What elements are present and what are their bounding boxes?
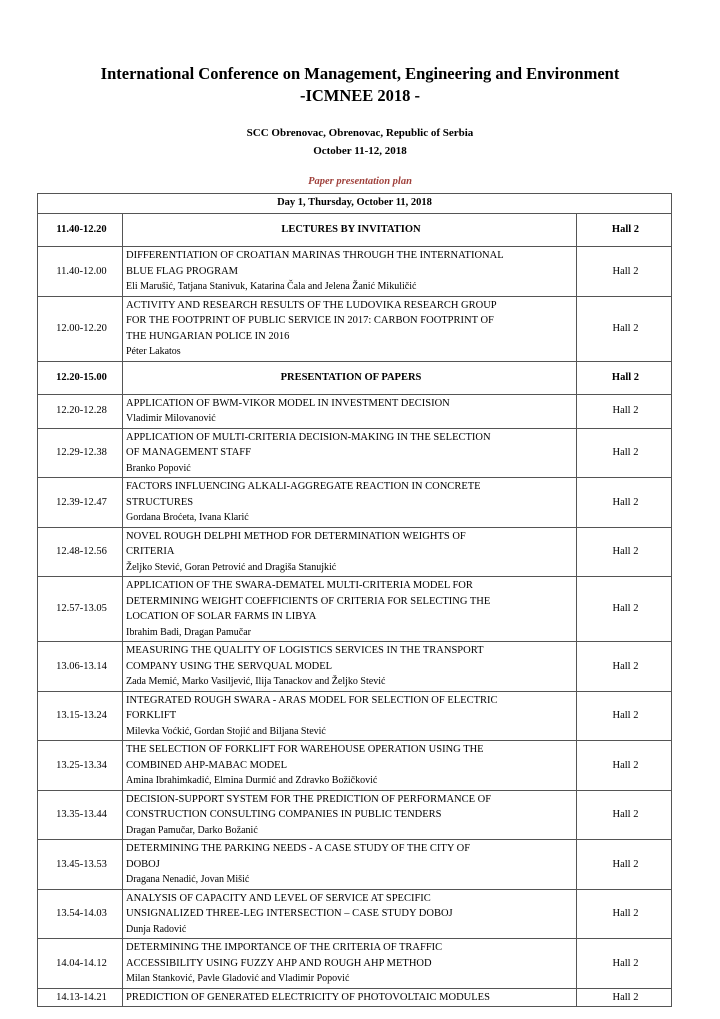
time-cell: 12.29-12.38 [38,428,123,478]
hall-cell: Hall 2 [577,428,672,478]
description-cell [123,889,577,939]
time-cell: 12.48-12.56 [38,527,123,577]
paper-authors: Milevka Voćkić, Gordan Stojić and Biljana Stević [126,725,326,737]
hall-cell: Hall 2 [577,214,672,247]
paper-authors: Péter Lakatos [126,346,181,357]
hall-cell: Hall 2 [577,741,672,791]
time-cell: 13.45-13.53 [38,840,123,890]
description-cell [123,577,577,642]
time-cell: 13.35-13.44 [38,790,123,840]
paper-row [38,247,672,297]
time-cell: 12.00-12.20 [38,296,123,361]
paper-row [38,296,672,361]
time-cell: 14.04-14.12 [38,939,123,989]
paper-title-line: CONSTRUCTION CONSULTING COMPANIES IN PUBLIC TENDERS [126,809,442,820]
paper-authors: Vladimir Milovanović [126,413,216,424]
time-cell: 13.06-13.14 [38,642,123,692]
description-cell [123,527,577,577]
paper-row [38,394,672,428]
paper-title-line: MEASURING THE QUALITY OF LOGISTICS SERVICES IN THE TRANSPORT [126,645,484,656]
paper-title-line: THE SELECTION OF FORKLIFT FOR WAREHOUSE OPERATION USING THE [126,744,484,755]
hall-cell: Hall 2 [577,577,672,642]
paper-title-line: ANALYSIS OF CAPACITY AND LEVEL OF SERVICE AT SPECIFIC [126,892,431,904]
paper-row [38,889,672,939]
paper-authors: Dragana Nenadić, Jovan Mišić [126,874,250,885]
paper-title-line: ACCESSIBILITY USING FUZZY AHP AND ROUGH AHP METHOD [126,957,432,969]
title-line-1: International Conference on Management, Engineering and Environment [100,64,620,83]
paper-title-line: BLUE FLAG PROGRAM [126,265,239,277]
paper-authors: Dunja Radović [126,923,187,935]
description-cell [123,691,577,741]
paper-row [38,478,672,528]
description-cell [123,296,577,361]
paper-title-line: FACTORS INFLUENCING ALKALI-AGGREGATE REACTION IN CONCRETE [126,481,481,492]
hall-cell: Hall 2 [577,790,672,840]
paper-authors: Ibrahim Badi, Dragan Pamučar [126,626,251,638]
paper-title-line: OF MANAGEMENT STAFF [126,447,251,458]
paper-title-line: UNSIGNALIZED THREE-LEG INTERSECTION – CASE STUDY DOBOJ [126,908,453,919]
description-cell [123,840,577,890]
paper-title-line: COMPANY USING THE SERVQUAL MODEL [126,660,333,672]
paper-title-line: DECISION-SUPPORT SYSTEM FOR THE PREDICTION OF PERFORMANCE OF [126,793,492,805]
paper-authors: Milan Stanković, Pavle Gladović and Vladimir Popović [126,973,350,984]
paper-title-line: STRUCTURES [126,496,194,508]
section-title: PRESENTATION OF PAPERS [123,361,577,394]
paper-title-line: CRITERIA [126,546,175,557]
hall-cell: Hall 2 [577,988,672,1007]
description-cell [123,790,577,840]
paper-title-line: DETERMINING WEIGHT COEFFICIENTS OF CRITERIA FOR SELECTING THE [126,595,491,607]
description-cell [123,247,577,297]
description-cell [123,394,577,428]
paper-authors: Eli Marušić, Tatjana Stanivuk, Katarina Čala and Jelena Žanić Mikuličić [126,281,417,292]
schedule-table [37,213,672,1007]
hall-cell: Hall 2 [577,296,672,361]
paper-title-line: DIFFERENTIATION OF CROATIAN MARINAS THROUGH THE INTERNATIONAL [126,250,504,261]
paper-title-line: DOBOJ [126,858,160,870]
paper-title-line: ACTIVITY AND RESEARCH RESULTS OF THE LUDOVIKA RESEARCH GROUP [126,299,497,311]
paper-row [38,577,672,642]
hall-cell: Hall 2 [577,361,672,394]
paper-row [38,790,672,840]
section-row [38,361,672,394]
paper-title-line: APPLICATION OF THE SWARA-DEMATEL MULTI-CRITERIA MODEL FOR [126,580,473,591]
hall-cell: Hall 2 [577,889,672,939]
hall-cell: Hall 2 [577,478,672,528]
paper-authors: Amina Ibrahimkadić, Elmina Durmić and Zdravko Božičković [126,775,378,786]
description-cell [123,741,577,791]
paper-row [38,428,672,478]
paper-row [38,840,672,890]
paper-title-line: APPLICATION OF BWM-VIKOR MODEL IN INVESTMENT DECISION [126,397,450,409]
paper-title-line: NOVEL ROUGH DELPHI METHOD FOR DETERMINATION WEIGHTS OF [126,530,466,542]
time-cell: 11.40-12.00 [38,247,123,297]
paper-row [38,642,672,692]
hall-cell: Hall 2 [577,939,672,989]
description-cell [123,428,577,478]
description-cell [123,642,577,692]
paper-title-line: THE HUNGARIAN POLICE IN 2016 [126,330,290,342]
paper-title-line: LOCATION OF SOLAR FARMS IN LIBYA [126,611,317,622]
time-cell: 11.40-12.20 [38,214,123,247]
venue: SCC Obrenovac, Obrenovac, Republic of Serbia [246,127,474,139]
plan-heading: Paper presentation plan [308,176,412,187]
conference-title [0,63,720,107]
paper-title-line: DETERMINING THE PARKING NEEDS - A CASE STUDY OF THE CITY OF [126,843,471,854]
paper-title-line: DETERMINING THE IMPORTANCE OF THE CRITERIA OF TRAFFIC [126,942,443,953]
paper-title-line: FOR THE FOOTPRINT OF PUBLIC SERVICE IN 2017: CARBON FOOTPRINT OF [126,315,494,326]
section-row [38,214,672,247]
paper-title-line: INTEGRATED ROUGH SWARA - ARAS MODEL FOR SELECTION OF ELECTRIC [126,694,498,706]
time-cell: 14.13-14.21 [38,988,123,1007]
paper-title-line: COMBINED AHP-MABAC MODEL [126,759,288,771]
paper-authors: Željko Stević, Goran Petrović and Dragiša Stanujkić [126,561,337,573]
time-cell: 12.39-12.47 [38,478,123,528]
time-cell: 12.20-12.28 [38,394,123,428]
paper-row [38,691,672,741]
paper-authors: Dragan Pamučar, Darko Božanić [126,824,258,836]
paper-authors: Zada Memić, Marko Vasiljević, Ilija Tanackov and Željko Stević [126,676,386,687]
conference-dates: October 11-12, 2018 [313,145,407,157]
paper-title-line: PREDICTION OF GENERATED ELECTRICITY OF PHOTOVOLTAIC MODULES [126,991,490,1003]
schedule-body [38,214,672,1007]
title-line-2: -ICMNEE 2018 - [299,86,421,105]
hall-cell: Hall 2 [577,840,672,890]
hall-cell: Hall 2 [577,527,672,577]
time-cell: 12.57-13.05 [38,577,123,642]
day-header: Day 1, Thursday, October 11, 2018 [37,193,672,213]
description-cell [123,939,577,989]
hall-cell: Hall 2 [577,394,672,428]
paper-authors: Gordana Broćeta, Ivana Klarić [126,512,249,523]
paper-authors: Branko Popović [126,462,191,474]
paper-row [38,527,672,577]
description-cell [123,988,577,1007]
paper-title-line: APPLICATION OF MULTI-CRITERIA DECISION-MAKING IN THE SELECTION [126,431,491,443]
description-cell [123,478,577,528]
time-cell: 13.54-14.03 [38,889,123,939]
paper-title-line: FORKLIFT [126,710,177,721]
time-cell: 13.15-13.24 [38,691,123,741]
hall-cell: Hall 2 [577,691,672,741]
paper-row [38,988,672,1007]
paper-row [38,741,672,791]
time-cell: 13.25-13.34 [38,741,123,791]
paper-row [38,939,672,989]
hall-cell: Hall 2 [577,642,672,692]
hall-cell: Hall 2 [577,247,672,297]
time-cell: 12.20-15.00 [38,361,123,394]
section-title: LECTURES BY INVITATION [123,214,577,247]
